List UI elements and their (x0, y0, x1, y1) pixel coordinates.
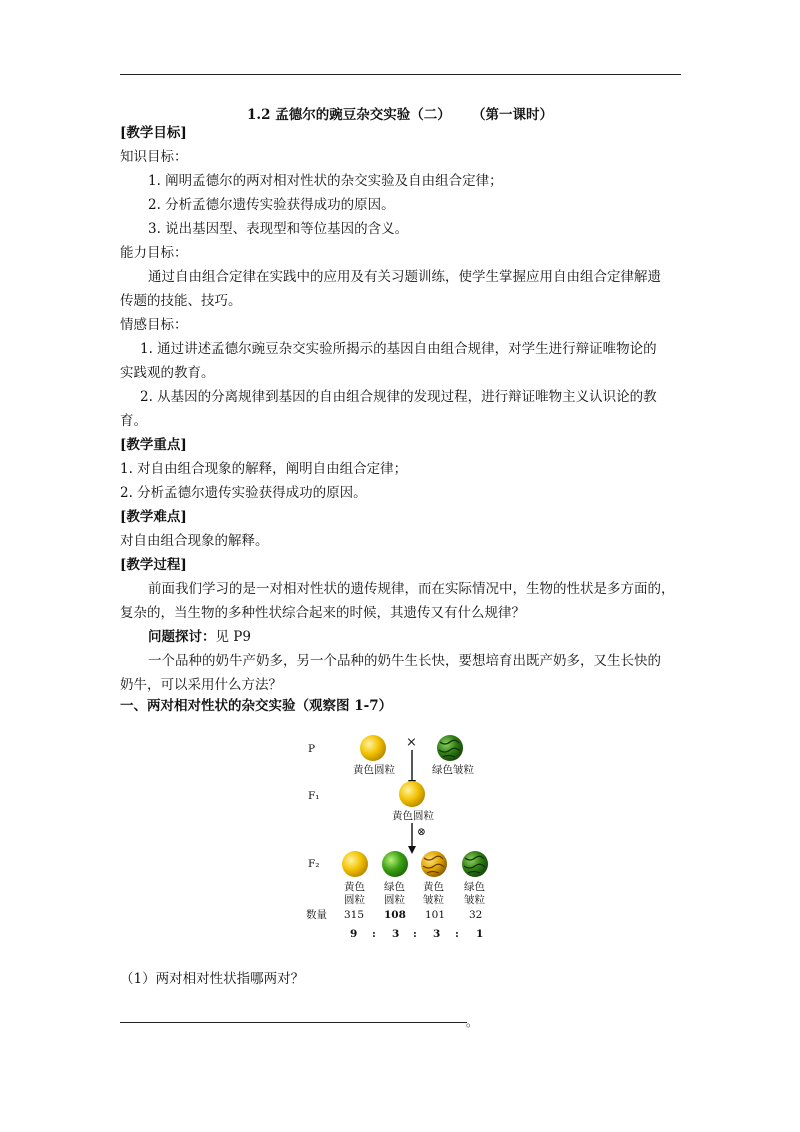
knowledge-item: 1. 阐明孟德尔的两对相对性状的杂交实验及自由组合定律； (148, 173, 503, 189)
self-cross-symbol: ⊗ (417, 826, 426, 838)
p-right-label: 绿色皱粒 (432, 764, 474, 776)
title-session: （第一课时） (478, 107, 553, 123)
count-value: 32 (469, 909, 483, 921)
f2-type-label: 皱粒 (464, 894, 485, 906)
count-value: 108 (384, 909, 406, 921)
knowledge-item: 2. 分析孟德尔遗传实验获得成功的原因。 (148, 197, 395, 213)
ratio-value: 3 (433, 928, 441, 940)
question-label: 问题探讨： (148, 629, 216, 645)
ratio-colon: : (413, 928, 417, 940)
ratio-value: 3 (392, 928, 400, 940)
f2-type-label: 黄色 (423, 881, 444, 893)
emotion-text: 1. 通过讲述孟德尔豌豆杂交实验所揭示的基因自由组合规律，对学生进行辩证唯物论的 (140, 341, 657, 357)
emotion-text: 实践观的教育。 (120, 365, 215, 381)
f1-label: 黄色圆粒 (392, 810, 434, 822)
p-left-label: 黄色圆粒 (353, 764, 395, 776)
knowledge-item: 3. 说出基因型、表现型和等位基因的含义。 (148, 221, 409, 237)
f2-type-label: 黄色 (344, 881, 365, 893)
question-text: 一个品种的奶牛产奶多，另一个品种的奶牛生长快，要想培育出既产奶多，又生长快的 (148, 653, 661, 669)
key-point-item: 2. 分析孟德尔遗传实验获得成功的原因。 (120, 485, 367, 501)
pea-f2-green-wrinkled-icon (462, 851, 488, 877)
pea-yellow-round-icon (360, 735, 386, 761)
title-main: 1.2 孟德尔的豌豆杂交实验（二） (247, 107, 451, 123)
knowledge-label: 知识目标： (120, 149, 188, 165)
f2-type-label: 绿色 (464, 881, 485, 893)
ability-text: 通过自由组合定律在实践中的应用及有关习题训练，使学生掌握应用自由组合定律解遗 (148, 269, 661, 285)
ratio-colon: : (455, 928, 459, 940)
p-generation-label: P (308, 743, 316, 755)
answer-end-mark: 。 (466, 1015, 479, 1029)
difficulties-text: 对自由组合现象的解释。 (120, 533, 269, 549)
f2-type-label: 圆粒 (384, 894, 405, 906)
ability-text: 传题的技能、技巧。 (120, 293, 242, 309)
pea-f2-yellow-round-icon (342, 851, 368, 877)
ratio-value: 9 (350, 928, 358, 940)
section1-heading: 一、两对相对性状的杂交实验（观察图 1-7） (120, 698, 393, 714)
pea-green-wrinkled-icon (437, 735, 463, 761)
answer-blank-line[interactable] (120, 1022, 467, 1023)
ratio-colon: : (372, 928, 376, 940)
pea-f1-yellow-round-icon (399, 781, 425, 807)
question-1: （1）两对相对性状指哪两对？ (120, 971, 305, 987)
process-intro: 复杂的，当生物的多种性状综合起来的时候，其遗传又有什么规律？ (120, 605, 525, 621)
header-rule (120, 74, 681, 75)
emotion-text: 育。 (120, 413, 147, 429)
f2-type-label: 圆粒 (344, 894, 365, 906)
f2-generation-label: F₂ (308, 858, 320, 870)
f1-generation-label: F₁ (308, 790, 320, 802)
count-label: 数量 (306, 909, 327, 921)
question-discussion (148, 627, 251, 647)
pea-f2-green-round-icon (382, 851, 408, 877)
count-value: 101 (425, 909, 446, 921)
ability-label: 能力目标： (120, 245, 188, 261)
cross-symbol: × (406, 735, 417, 750)
page-title (0, 103, 800, 123)
question-text: 奶牛，可以采用什么方法？ (120, 677, 282, 693)
process-intro: 前面我们学习的是一对相对性状的遗传规律，而在实际情况中，生物的性状是多方面的， (148, 581, 675, 597)
difficulties-heading: [教学难点] (120, 509, 187, 525)
key-point-item: 1. 对自由组合现象的解释，阐明自由组合定律； (120, 461, 408, 477)
ratio-value: 1 (476, 928, 484, 940)
process-heading: [教学过程] (120, 557, 187, 573)
emotion-label: 情感目标： (120, 317, 188, 333)
count-value: 315 (344, 909, 365, 921)
pea-f2-yellow-wrinkled-icon (421, 851, 447, 877)
cross-diagram (300, 728, 510, 943)
f2-type-label: 绿色 (384, 881, 405, 893)
question-ref: 见 P9 (215, 629, 251, 645)
key-points-heading: [教学重点] (120, 437, 187, 453)
objectives-heading: [教学目标] (120, 125, 187, 141)
f2-type-label: 皱粒 (423, 894, 444, 906)
emotion-text: 2. 从基因的分离规律到基因的自由组合规律的发现过程，进行辩证唯物主义认识论的教 (140, 389, 657, 405)
